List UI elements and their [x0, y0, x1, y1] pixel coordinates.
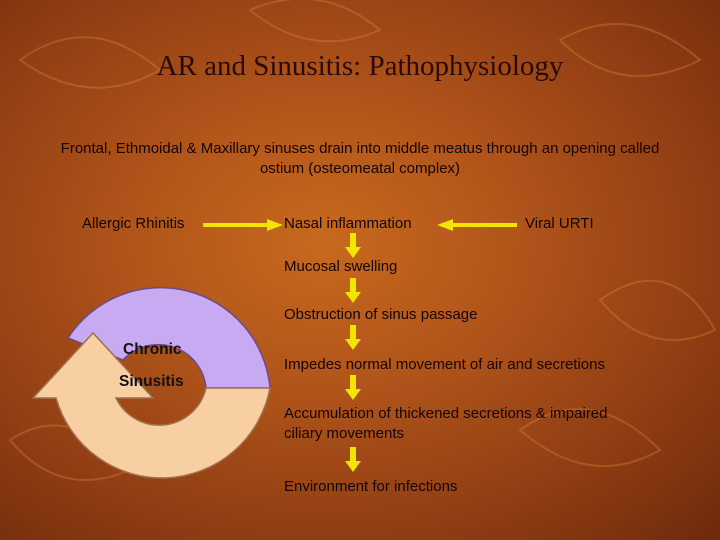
cycle-arrow-graphic [28, 278, 278, 518]
step-impedes-movement: Impedes normal movement of air and secretions [284, 356, 605, 373]
viral-urti-label: Viral URTI [525, 215, 594, 232]
step-mucosal-swelling: Mucosal swelling [284, 258, 398, 275]
step-obstruction: Obstruction of sinus passage [284, 306, 478, 323]
right-arrow-icon [203, 217, 283, 233]
cycle-label-chronic: Chronic [123, 341, 182, 358]
down-arrow-icon [345, 233, 361, 258]
down-arrow-icon [345, 375, 361, 400]
step-accumulation: Accumulation of thickened secretions & impaired ciliary movements [284, 405, 608, 442]
left-arrow-icon [437, 217, 517, 233]
step-environment-infections: Environment for infections [284, 478, 458, 495]
down-arrow-icon [345, 278, 361, 303]
down-arrow-icon [345, 447, 361, 472]
cycle-label-sinusitis: Sinusitis [119, 373, 184, 390]
nasal-inflammation-label: Nasal inflammation [284, 215, 412, 232]
down-arrow-icon [345, 325, 361, 350]
intro-text: Frontal, Ethmoidal & Maxillary sinuses drain into middle meatus through an opening called ostium (osteomeatal complex) [60, 140, 660, 177]
allergic-rhinitis-label: Allergic Rhinitis [82, 215, 185, 232]
slide-title: AR and Sinusitis: Pathophysiology [156, 50, 564, 82]
